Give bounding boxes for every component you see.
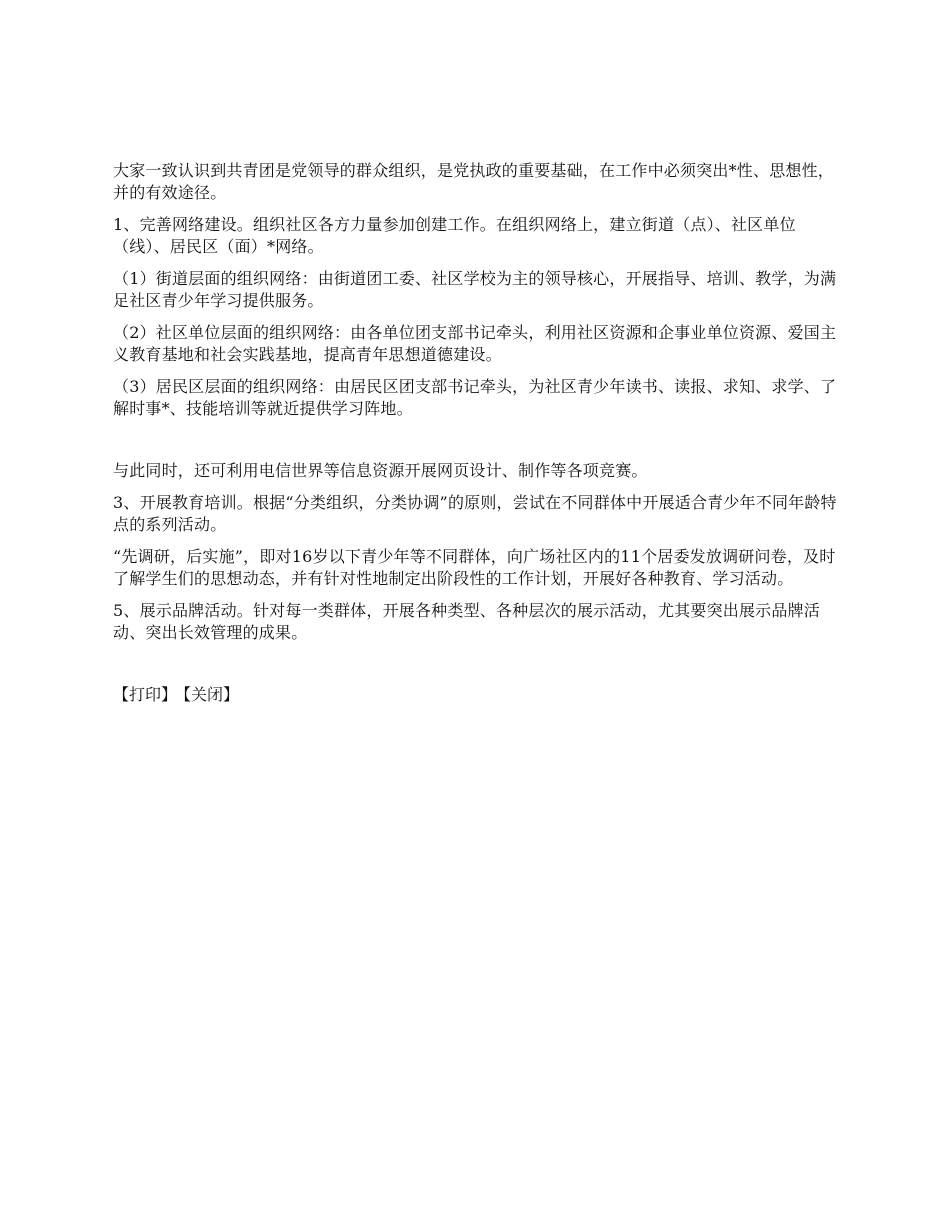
- paragraph-unit-level: （2）社区单位层面的组织网络：由各单位团支部书记牵头，利用社区资源和企事业单位资源、爱国主义教育基地和社会实践基地，提高青年思想道德建设。: [113, 323, 837, 364]
- close-link[interactable]: 【关闭】: [183, 685, 240, 704]
- paragraph-brand-activities: 5、展示品牌活动。针对每一类群体，开展各种类型、各种层次的展示活动，尤其要突出展示品牌活动、突出长效管理的成果。: [113, 601, 820, 642]
- paragraph-street-level: （1）街道层面的组织网络：由街道团工委、社区学校为主的领导核心，开展指导、培训、教学，为满足社区青少年学习提供服务。: [113, 269, 837, 310]
- print-link[interactable]: 【打印】: [113, 685, 178, 704]
- paragraph-resident-level: （3）居民区层面的组织网络：由居民区团支部书记牵头，为社区青少年读书、读报、求知、求学、了解时事*、技能培训等就近提供学习阵地。: [113, 377, 837, 418]
- action-links: [113, 684, 843, 706]
- paragraph-education-training: 3、开展教育培训。根据“分类组织，分类协调”的原则，尝试在不同群体中开展适合青少年不同年龄特点的系列活动。: [113, 493, 837, 534]
- paragraph-network-building: 1、完善网络建设。组织社区各方力量参加创建工作。在组织网络上，建立街道（点）、社区单位（线）、居民区（面）*网络。: [113, 215, 796, 256]
- paragraph-info-resources: 与此同时，还可利用电信世界等信息资源开展网页设计、制作等各项竞赛。: [113, 461, 648, 480]
- spacer: [113, 430, 843, 460]
- paragraph-intro: 大家一致认识到共青团是党领导的群众组织，是党执政的重要基础，在工作中必须突出*性、思想性，并的有效途径。: [113, 161, 835, 202]
- article-body: [113, 160, 843, 706]
- paragraph-survey-first: “先调研，后实施”，即对16岁以下青少年等不同群体，向广场社区内的11个居委发放调研问卷，及时了解学生们的思想动态，并有针对性地制定出阶段性的工作计划，开展好各种教育、学习活动。: [113, 547, 836, 588]
